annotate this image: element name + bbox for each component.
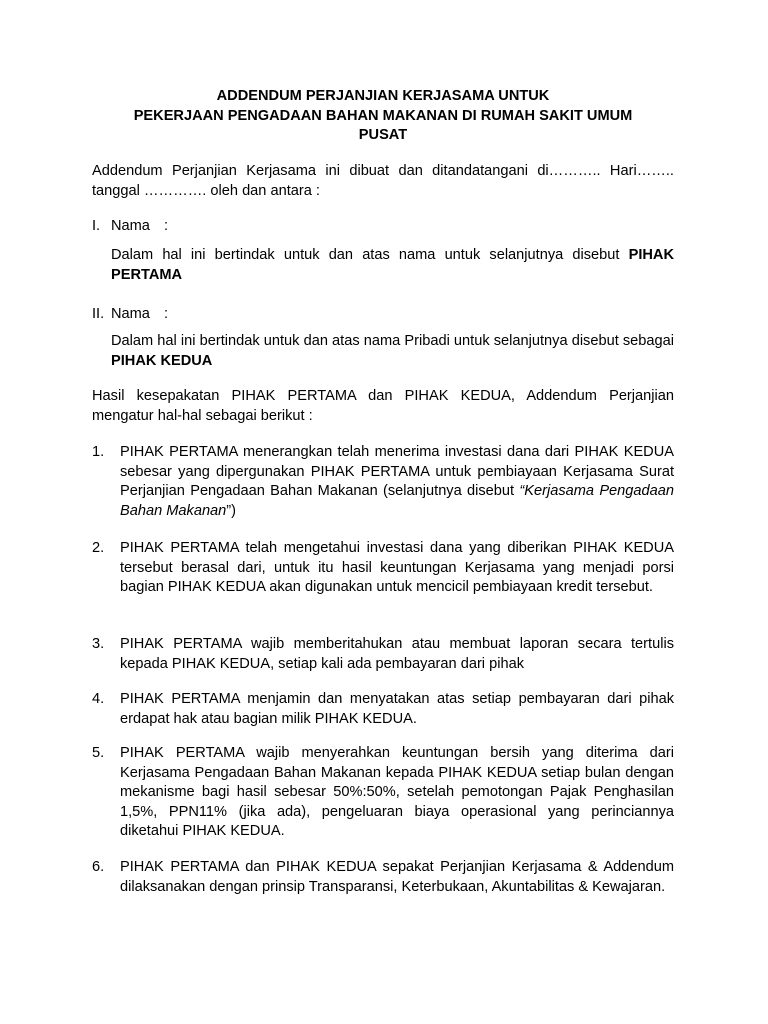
party-1-name-line [92, 217, 392, 237]
party-1-role: PIHAK PERTAMA [111, 247, 674, 283]
party-2-description [111, 332, 674, 371]
list-item-1-body: PIHAK PERTAMA menerangkan telah menerima investasi dana dari PIHAK KEDUA sebesar yang dipergunakan PIHAK PERTAMA untuk pembiayaan Kerjasama Surat Perjanjian Pengadaan Bahan Makanan (selanjutnya disebut [120, 444, 674, 499]
list-item-3-text: PIHAK PERTAMA wajib memberitahukan atau membuat laporan secara tertulis kepada PIHAK KEDUA, setiap kali ada pembayaran dari pihak [120, 636, 674, 672]
party-2-role: PIHAK KEDUA [111, 352, 213, 369]
list-item-6-number: 6. [92, 859, 105, 875]
party-2-desc-text: Dalam hal ini bertindak untuk dan atas nama Pribadi untuk selanjutnya disebut sebagai [111, 333, 674, 349]
list-item-4-text: PIHAK PERTAMA menjamin dan menyatakan atas setiap pembayaran dari pihak erdapat hak atau bagian milik PIHAK KEDUA. [120, 691, 674, 727]
list-item-2-number: 2. [92, 540, 105, 556]
title-line-2: PEKERJAAN PENGADAAN BAHAN MAKANAN DI RUMAH SAKIT UMUM [133, 107, 633, 124]
list-item-4-number: 4. [92, 691, 105, 707]
party-2-name-line [92, 305, 392, 325]
list-item-1-tail: ”) [226, 502, 237, 519]
list-item-6 [92, 858, 674, 897]
list-item-2-text: PIHAK PERTAMA telah mengetahui investasi dana yang diberikan PIHAK KEDUA tersebut berasal dari, untuk itu hasil keuntungan Kerjasama yang menjadi porsi bagian PIHAK KEDUA akan digunakan untuk mencicil pembiayaan kredit tersebut. [120, 540, 674, 595]
party-1-description [111, 246, 674, 285]
list-item-1-text [120, 443, 674, 521]
list-item-5 [92, 744, 674, 842]
list-item-5-number: 5. [92, 745, 105, 761]
title-line-3: PUSAT [358, 127, 408, 143]
party-2-roman: II. [92, 306, 105, 322]
list-item-5-text: PIHAK PERTAMA wajib menyerahkan keuntungan bersih yang diterima dari Kerjasama Pengadaan Bahan Makanan kepada PIHAK KEDUA setiap bulan dengan mekanisme bagi hasil sebesar 50%:50%, setelah pemotongan Pajak Penghasilan 1,5%, PPN11% (jika ada), pengeluaran biaya operasional yang perinciannya diketahui PIHAK KEDUA. [120, 745, 674, 839]
list-item-3 [92, 635, 674, 674]
list-item-1 [92, 443, 674, 521]
list-item-2 [92, 539, 674, 598]
list-item-6-text: PIHAK PERTAMA dan PIHAK KEDUA sepakat Perjanjian Kerjasama & Addendum dilaksanakan dengan prinsip Transparansi, Keterbukaan, Akuntabilitas & Kewajaran. [120, 859, 674, 895]
party-1-colon: : [163, 218, 168, 234]
intro-paragraph: Addendum Perjanjian Kerjasama ini dibuat dan ditandatangani di……….. Hari…….. tanggal …………. oleh dan antara : [92, 163, 674, 199]
party-1-desc-text: Dalam hal ini bertindak untuk dan atas nama untuk selanjutnya disebut [111, 247, 629, 263]
agreement-intro-paragraph: Hasil kesepakatan PIHAK PERTAMA dan PIHAK KEDUA, Addendum Perjanjian mengatur hal-hal sebagai berikut : [92, 388, 674, 424]
party-1-name-label: Nama [111, 218, 150, 234]
title-line-1: ADDENDUM PERJANJIAN KERJASAMA UNTUK [216, 88, 550, 104]
party-2-colon: : [163, 306, 168, 322]
list-item-4 [92, 690, 674, 729]
party-1-roman: I. [92, 218, 101, 234]
list-item-3-number: 3. [92, 636, 105, 652]
list-item-1-number: 1. [92, 444, 105, 460]
party-2-name-label: Nama [111, 306, 150, 322]
list-item-1-italic: “Kerjasama Pengadaan Bahan Makanan [120, 483, 674, 519]
document-title [92, 87, 674, 146]
